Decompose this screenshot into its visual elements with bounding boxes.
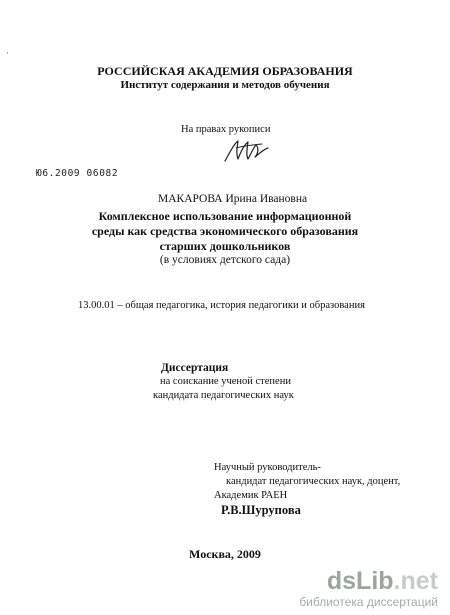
author-name: МАКАРОВА Ирина Ивановна	[158, 193, 308, 205]
dissertation-heading: Диссертация	[161, 362, 229, 374]
rights-note: На правах рукописи	[181, 124, 271, 135]
institute-name: Институт содержания и методов обучения	[120, 79, 330, 91]
corner-mark: ·	[6, 48, 9, 58]
specialty-code: 13.00.01 – общая педагогика, история педагогики и образования	[78, 300, 365, 311]
dslib-logo	[299, 568, 438, 594]
dslib-logo-tld: .net	[393, 567, 438, 595]
supervisor-name: Р.В.Шурупова	[221, 503, 301, 517]
city-year: Москва, 2009	[189, 547, 261, 561]
title-line-1: Комплексное использование информационной	[98, 209, 352, 223]
dslib-logo-name: dsLib	[326, 567, 394, 595]
registration-stamp: Ю6.2009 06082	[36, 168, 119, 179]
handwritten-signature	[222, 136, 270, 166]
dslib-subtitle: библиотека диссертаций	[299, 595, 438, 609]
degree-line-2: кандидата педагогических наук	[153, 390, 294, 401]
supervisor-label: Научный руководитель-	[214, 462, 321, 473]
title-line-2: среды как средства экономического образования	[91, 224, 359, 238]
organization-name: РОССИЙСКАЯ АКАДЕМИЯ ОБРАЗОВАНИЯ	[97, 64, 353, 78]
dslib-watermark	[299, 568, 438, 609]
title-line-3: старших дошкольников	[159, 239, 291, 253]
supervisor-title: Академик РАЕН	[214, 490, 288, 501]
degree-line-1: на соискание ученой степени	[160, 376, 291, 387]
supervisor-degree: кандидат педагогических наук, доцент,	[226, 476, 401, 487]
title-line-4: (в условиях детского сада)	[159, 254, 291, 266]
